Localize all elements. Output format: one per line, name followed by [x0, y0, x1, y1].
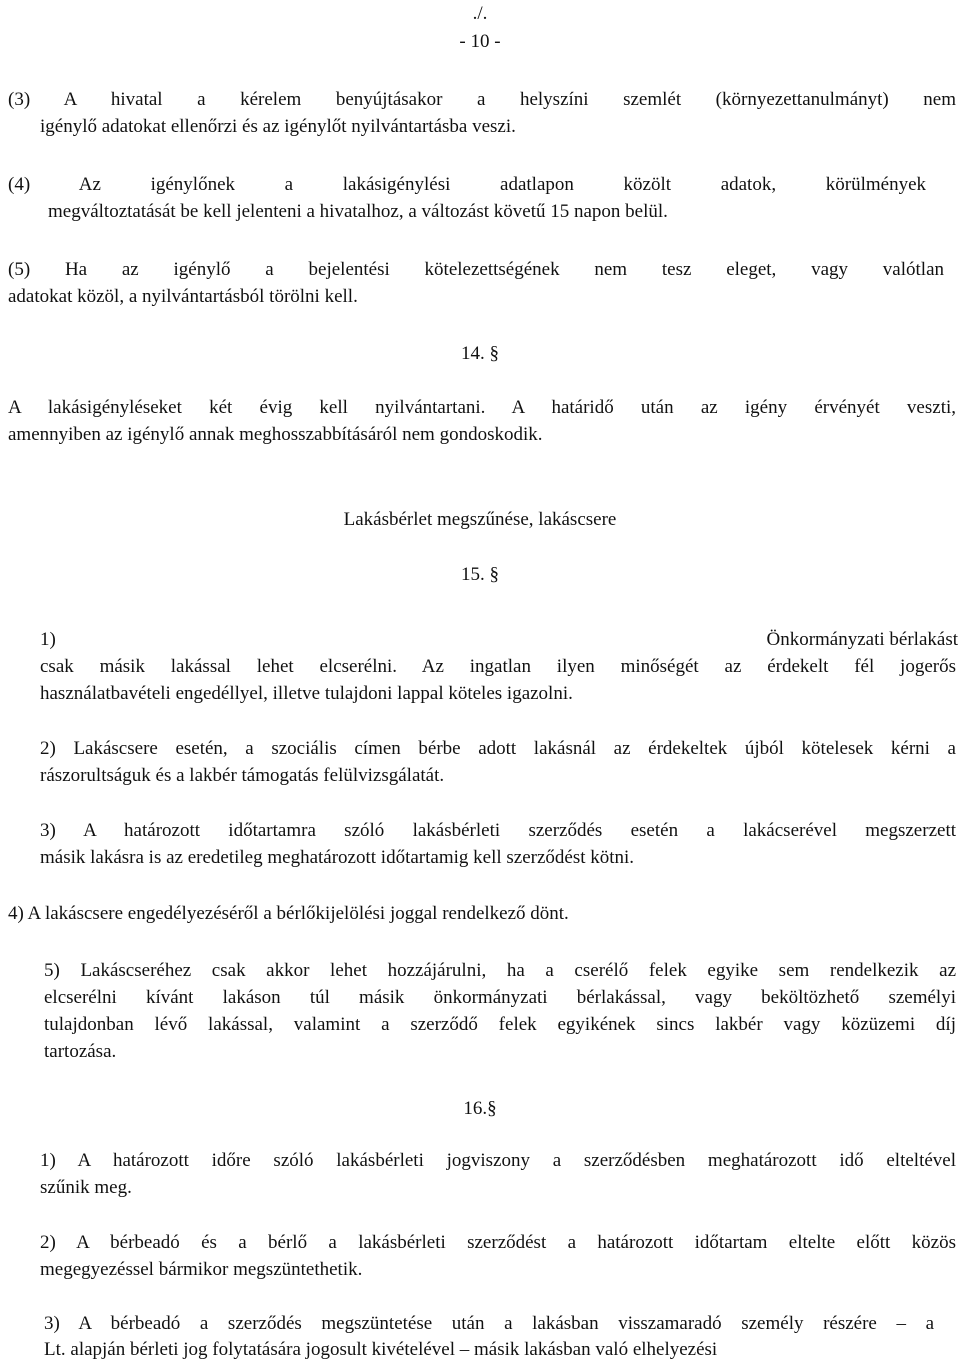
page-number: - 10 -	[459, 31, 501, 52]
section-15-point-1-right: Önkormányzati bérlakást	[766, 629, 958, 650]
section-15-point-5-line-4: tartozása.	[44, 1041, 117, 1062]
paragraph-3-line-2: igénylő adatokat ellenőrzi és az igénylőt nyilvántartásba veszi.	[40, 116, 516, 137]
section-16-point-2-line-2: megegyezéssel bármikor megszüntethetik.	[40, 1259, 363, 1280]
paragraph-4-line-1: (4) Az igénylőnek a lakásigénylési adatlapon közölt adatok, körülmények	[8, 174, 926, 195]
section-16-point-3-line-2: Lt. alapján bérleti jog folytatására jogosult kivételével – másik lakásban való elhelyezési	[44, 1339, 718, 1360]
section-15-point-2-line-1: 2) Lakáscsere esetén, a szociális címen bérbe adott lakásnál az érdekeltek újból kötelesek kérni a	[40, 738, 956, 759]
section-14-line-2: amennyiben az igénylő annak meghosszabbításáról nem gondoskodik.	[8, 424, 543, 445]
section-15-point-5-line-1: 5) Lakáscseréhez csak akkor lehet hozzájárulni, ha a cserélő felek egyike sem rendelkezik az	[44, 960, 956, 981]
paragraph-3-line-1: (3) A hivatal a kérelem benyújtásakor a helyszíni szemlét (környezettanulmányt) nem	[8, 89, 956, 110]
header-mark: ./.	[472, 3, 488, 24]
section-15-point-1-line-3: használatbavételi engedéllyel, illetve tulajdoni lappal köteles igazolni.	[40, 683, 573, 704]
section-15-point-1-number: 1)	[40, 629, 56, 650]
paragraph-4-line-2: megváltoztatását be kell jelenteni a hivatalhoz, a változást követű 15 napon belül.	[48, 201, 668, 222]
section-15-point-5-line-3: tulajdonban lévő lakással, valamint a szerződő felek egyikének sincs lakbér vagy közüzemi díj	[44, 1014, 956, 1035]
section-16-point-3-line-1: 3) A bérbeadó a szerződés megszüntetése után a lakásban visszamaradó személy részére – a	[44, 1313, 934, 1334]
chapter-title: Lakásbérlet megszűnése, lakáscsere	[343, 509, 617, 530]
section-15-point-5-line-2: elcserélni kívánt lakáson túl másik önkormányzati bérlakással, vagy beköltözhető személyi	[44, 987, 956, 1008]
section-15-point-3-line-2: másik lakásra is az eredetileg meghatározott időtartamig kell szerződést kötni.	[40, 847, 635, 868]
section-15-point-1-line-2: csak másik lakással lehet elcserélni. Az ingatlan ilyen minőségét az érdekelt fél jogerős	[40, 656, 956, 677]
section-14-line-1: A lakásigényléseket két évig kell nyilvántartani. A határidő után az igény érvényét veszti,	[8, 397, 956, 418]
section-14-heading: 14. §	[461, 343, 499, 364]
section-15-point-4: 4) A lakáscsere engedélyezéséről a bérlőkijelölési joggal rendelkező dönt.	[8, 903, 569, 924]
section-15-heading: 15. §	[461, 564, 499, 585]
section-16-point-2-line-1: 2) A bérbeadó és a bérlő a lakásbérleti szerződést a határozott időtartam eltelte előtt közös	[40, 1232, 956, 1253]
paragraph-5-line-2: adatokat közöl, a nyilvántartásból törölni kell.	[8, 286, 358, 307]
section-15-point-2-line-2: rászorultságuk és a lakbér támogatás felülvizsgálatát.	[40, 765, 445, 786]
paragraph-5-line-1: (5) Ha az igénylő a bejelentési kötelezettségének nem tesz eleget, vagy valótlan	[8, 259, 944, 280]
section-15-point-3-line-1: 3) A határozott időtartamra szóló lakásbérleti szerződés esetén a lakácserével megszerzett	[40, 820, 956, 841]
section-16-heading: 16.§	[463, 1098, 497, 1119]
section-16-point-1-line-1: 1) A határozott időre szóló lakásbérleti jogviszony a szerződésben meghatározott idő elteltével	[40, 1150, 956, 1171]
section-16-point-1-line-2: szűnik meg.	[40, 1177, 132, 1198]
